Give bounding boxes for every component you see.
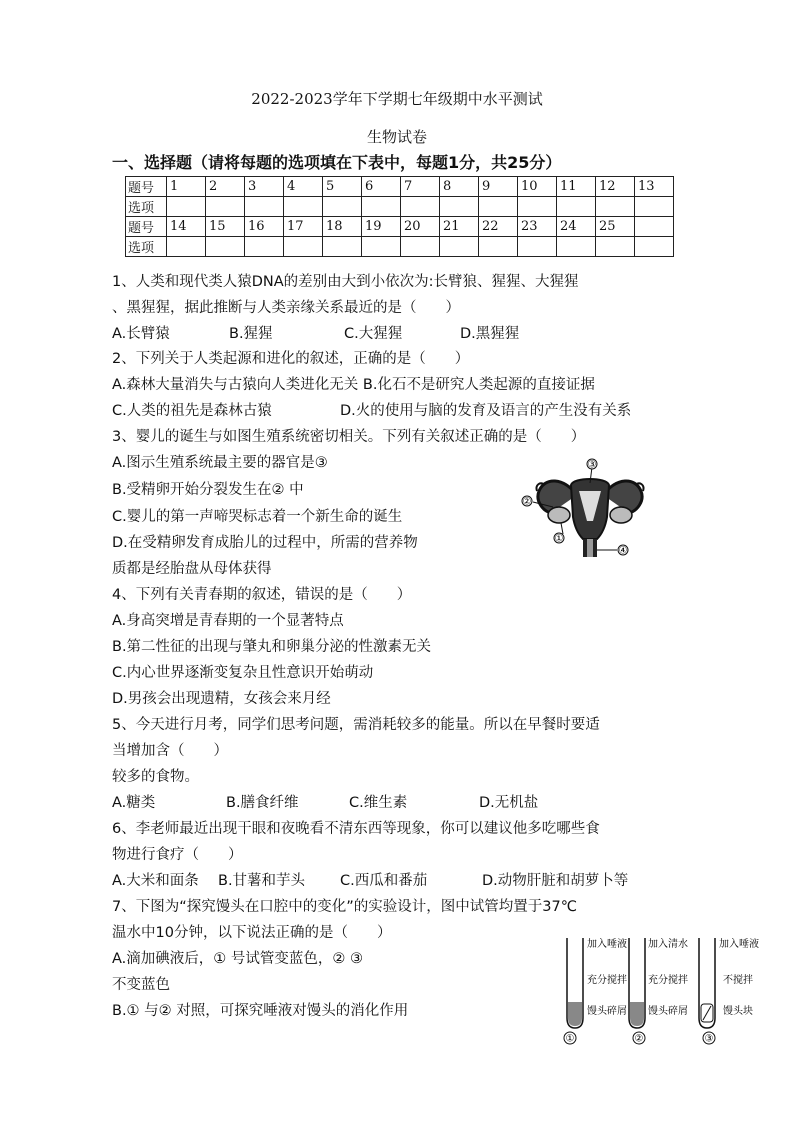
- diagram-label: ①: [554, 533, 564, 545]
- question-number-cell: 15: [206, 217, 245, 237]
- diagram-label: ②: [522, 496, 532, 508]
- uterus-diagram: [515, 455, 665, 560]
- q2-option-d: D.火的使用与脑的发育及语言的产生没有关系: [340, 403, 632, 419]
- question-number-cell: 17: [284, 217, 323, 237]
- q1-option-d: D.黑猩猩: [460, 326, 520, 342]
- q5-option-a: A.糖类: [112, 795, 156, 811]
- q4-stem: 4、下列有关青春期的叙述，错误的是（ ）: [112, 587, 412, 603]
- answer-cell[interactable]: [245, 237, 284, 257]
- answer-cell[interactable]: [635, 197, 674, 217]
- table-row: [126, 237, 674, 257]
- answer-cell[interactable]: [518, 237, 557, 257]
- answer-cell[interactable]: [167, 197, 206, 217]
- question-number-cell: 9: [479, 177, 518, 197]
- row-label: 题号: [126, 217, 167, 237]
- answer-cell[interactable]: [401, 197, 440, 217]
- q2-stem: 2、下列关于人类起源和进化的叙述，正确的是（ ）: [112, 351, 470, 367]
- answer-cell[interactable]: [557, 237, 596, 257]
- question-number-cell: 13: [635, 177, 674, 197]
- answer-cell: [635, 237, 674, 257]
- q5-stem-cont: 当增加含（ ）: [112, 743, 228, 759]
- question-number-cell: 6: [362, 177, 401, 197]
- q6-stem: 6、李老师最近出现干眼和夜晚看不清东西等现象，你可以建议他多吃哪些食: [112, 821, 600, 837]
- q6-option-a: A.大米和面条: [112, 873, 199, 889]
- question-number-cell: 25: [596, 217, 635, 237]
- q1-stem: 1、人类和现代类人猿DNA的差别由大到小依次为:长臂狼、猩猩、大猩猩: [112, 274, 579, 290]
- q2-options-ab: A.森林大量消失与古猿向人类进化无关 B.化石不是研究人类起源的直接证据: [112, 377, 595, 393]
- q3-option-c: C.婴儿的第一声啼哭标志着一个新生命的诞生: [112, 509, 403, 525]
- q3-stem: 3、婴儿的诞生与如图生殖系统密切相关。下列有关叙述正确的是（ ）: [112, 429, 586, 445]
- q7-option-b: B.① 与② 对照，可探究唾液对馒头的消化作用: [112, 1003, 409, 1019]
- tube-label: 加入清水: [648, 939, 688, 950]
- table-row: [126, 197, 674, 217]
- tube-label: 充分搅拌: [648, 975, 688, 986]
- answer-cell[interactable]: [440, 197, 479, 217]
- q3-option-a: A.图示生殖系统最主要的器官是③: [112, 455, 328, 471]
- question-number-cell: 7: [401, 177, 440, 197]
- answer-cell[interactable]: [245, 197, 284, 217]
- diagram-label: ③: [587, 459, 597, 471]
- answer-cell[interactable]: [284, 237, 323, 257]
- q3-option-d-cont: 质都是经胎盘从母体获得: [112, 561, 272, 577]
- answer-cell[interactable]: [206, 237, 245, 257]
- diagram-label: ④: [618, 545, 628, 557]
- question-number-cell: 3: [245, 177, 284, 197]
- tube-label: 加入唾液: [587, 939, 627, 950]
- answer-cell[interactable]: [284, 197, 323, 217]
- tube-number: ③: [704, 1033, 714, 1045]
- answer-cell[interactable]: [440, 237, 479, 257]
- row-label: 选项: [126, 197, 167, 217]
- test-tube-2: [629, 937, 688, 1045]
- q1-stem-cont: 、黑猩猩，据此推断与人类亲缘关系最近的是（ ）: [112, 300, 460, 316]
- section-heading: 一、选择题（请将每题的选项填在下表中，每题1分，共25分）: [112, 153, 562, 172]
- question-number-cell: 21: [440, 217, 479, 237]
- question-number-cell: 2: [206, 177, 245, 197]
- q6-option-b: B.甘薯和芋头: [218, 873, 306, 889]
- q6-stem-cont: 物进行食疗（ ）: [112, 847, 243, 863]
- q7-stem: 7、下图为“探究馒头在口腔中的变化”的实验设计，图中试管均置于37℃: [112, 899, 577, 915]
- table-row: [126, 217, 674, 237]
- q1-option-c: C.大猩猩: [344, 326, 403, 342]
- answer-cell[interactable]: [323, 197, 362, 217]
- q4-option-c: C.内心世界逐渐变复杂且性意识开始萌动: [112, 665, 374, 681]
- answer-cell[interactable]: [557, 197, 596, 217]
- q7-option-a-cont: 不变蓝色: [112, 977, 170, 993]
- test-tube-experiment-figure: [553, 934, 778, 1046]
- tube-label: 馒头碎屑: [648, 1006, 688, 1017]
- row-label: 选项: [126, 237, 167, 257]
- question-number-cell: 22: [479, 217, 518, 237]
- answer-cell[interactable]: [479, 197, 518, 217]
- q5-option-b: B.膳食纤维: [226, 795, 299, 811]
- tube-number: ①: [565, 1033, 575, 1045]
- q5-option-d: D.无机盐: [479, 795, 539, 811]
- tube-label: 不搅拌: [723, 975, 753, 986]
- question-number-cell: 16: [245, 217, 284, 237]
- question-number-cell: 5: [323, 177, 362, 197]
- question-number-cell: 10: [518, 177, 557, 197]
- answer-cell[interactable]: [362, 197, 401, 217]
- q7-option-a: A.滴加碘液后，① 号试管变蓝色，② ③: [112, 951, 363, 967]
- question-number-cell: 18: [323, 217, 362, 237]
- tube-label: 加入唾液: [719, 939, 759, 950]
- q5-stem-cont2: 较多的食物。: [112, 769, 199, 785]
- tube-number: ②: [634, 1033, 644, 1045]
- answer-cell[interactable]: [362, 237, 401, 257]
- q1-option-a: A.长臂猿: [112, 326, 170, 342]
- q1-option-b: B.猩猩: [229, 326, 273, 342]
- q5-stem: 5、今天进行月考，同学们思考问题，需消耗较多的能量。所以在早餐时要适: [112, 717, 600, 733]
- question-number-cell: 23: [518, 217, 557, 237]
- question-number-cell: [635, 217, 674, 237]
- question-number-cell: 14: [167, 217, 206, 237]
- q6-option-d: D.动物肝脏和胡萝卜等: [482, 873, 629, 889]
- q4-option-a: A.身高突增是青春期的一个显著特点: [112, 613, 344, 629]
- q4-option-d: D.男孩会出现遗精，女孩会来月经: [112, 691, 331, 707]
- q3-option-d: D.在受精卵发育成胎儿的过程中，所需的营养物: [112, 535, 418, 551]
- question-number-cell: 24: [557, 217, 596, 237]
- answer-cell[interactable]: [167, 237, 206, 257]
- table-row: [126, 177, 674, 197]
- test-tube-3: [699, 937, 759, 1045]
- answer-cell[interactable]: [401, 237, 440, 257]
- question-number-cell: 12: [596, 177, 635, 197]
- question-number-cell: 1: [167, 177, 206, 197]
- q6-option-c: C.西瓜和番茄: [340, 873, 428, 889]
- answer-cell[interactable]: [206, 197, 245, 217]
- q7-stem-cont: 温水中10分钟，以下说法正确的是（ ）: [112, 925, 392, 941]
- answer-cell[interactable]: [596, 237, 635, 257]
- test-tube-1: [564, 937, 627, 1045]
- answer-table: [125, 176, 674, 257]
- answer-cell[interactable]: [518, 197, 557, 217]
- tube-label: 馒头碎屑: [587, 1006, 627, 1017]
- question-number-cell: 8: [440, 177, 479, 197]
- q2-option-c: C.人类的祖先是森林古猿: [112, 403, 272, 419]
- question-number-cell: 4: [284, 177, 323, 197]
- answer-cell[interactable]: [323, 237, 362, 257]
- q5-option-c: C.维生素: [349, 795, 408, 811]
- question-number-cell: 11: [557, 177, 596, 197]
- q4-option-b: B.第二性征的出现与肇丸和卵巢分泌的性激素无关: [112, 639, 432, 655]
- question-number-cell: 19: [362, 217, 401, 237]
- exam-subject: 生物试卷: [366, 128, 427, 146]
- answer-cell[interactable]: [596, 197, 635, 217]
- question-number-cell: 20: [401, 217, 440, 237]
- answer-cell[interactable]: [479, 237, 518, 257]
- tube-label: 馒头块: [723, 1006, 753, 1017]
- q3-option-b: B.受精卵开始分裂发生在② 中: [112, 482, 304, 498]
- exam-title: 2022-2023学年下学期七年级期中水平测试: [251, 90, 543, 108]
- tube-label: 充分搅拌: [587, 975, 627, 986]
- row-label: 题号: [126, 177, 167, 197]
